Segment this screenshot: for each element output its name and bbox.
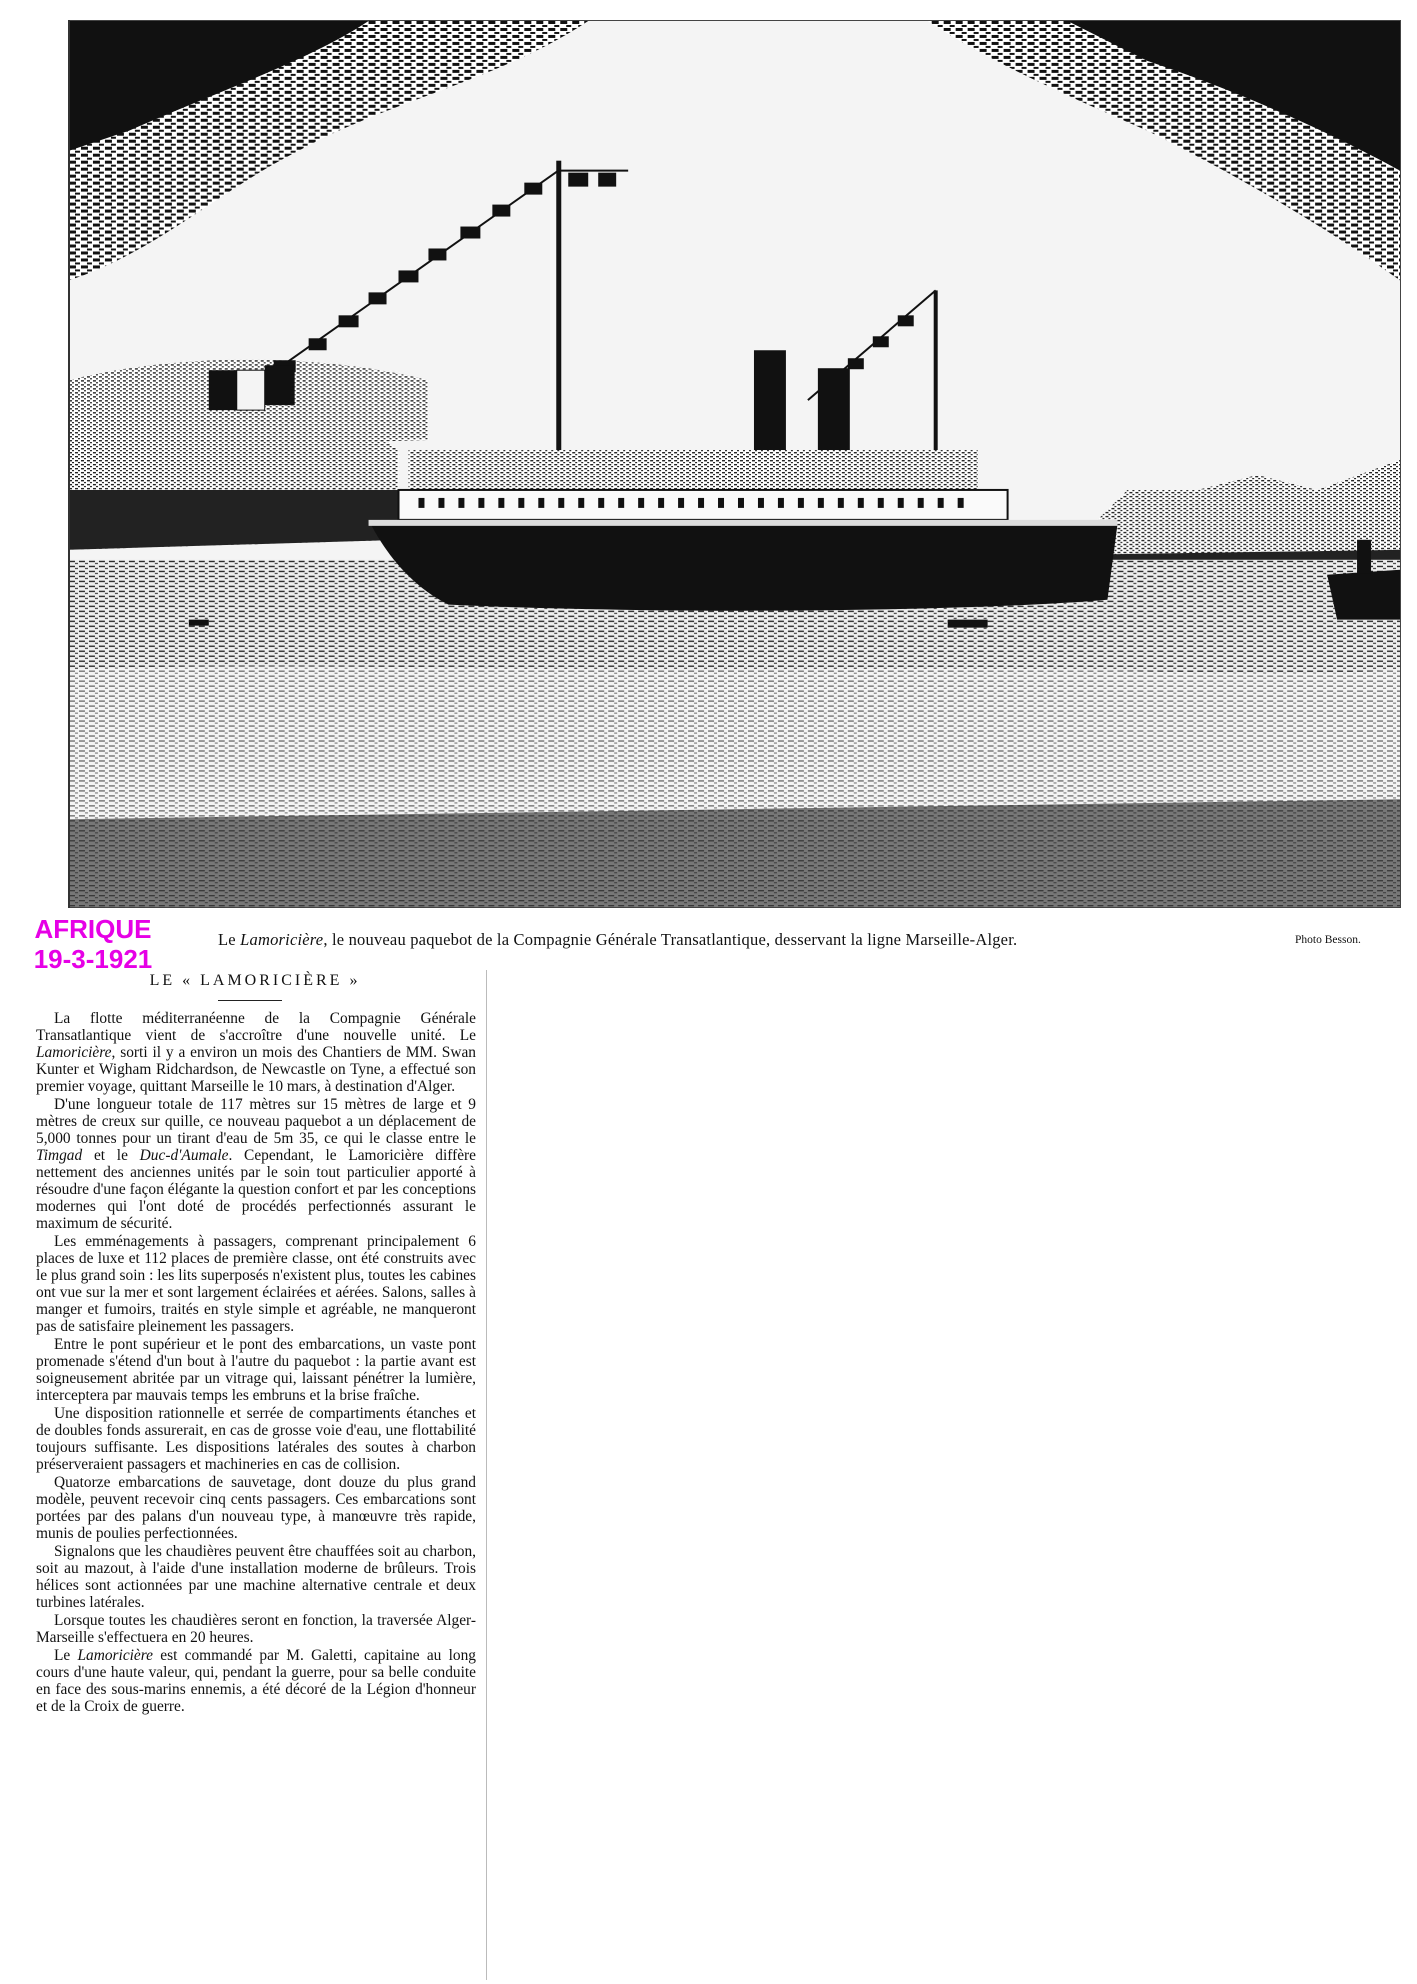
caption-rest: , le nouveau paquebot de la Compagnie Générale Transatlantique, desservant la ligne Marseille-Alger.: [323, 930, 1018, 949]
p1-text-b: , sorti il y a environ un mois des Chantiers de MM. Swan Kunter et Wigham Ridchardson, de Newcastle on Tyne, a effectué son premier voyage, quittant Marseille le 10 mars, à destination d'Alger.: [36, 1044, 476, 1095]
paragraph-1: [36, 1010, 476, 1095]
p2-text-b: et le: [82, 1147, 140, 1164]
ship-photograph: [68, 20, 1401, 908]
p2-text-c: . Cependant, le Lamoricière diffère nettement des anciennes unités par le soin tout particulier apporté à résoudre d'une façon élégante la question confort et par les conceptions modernes qui l'ont doté de procédés perfectionnés assurant le maximum de sécurité.: [36, 1147, 477, 1232]
caption-ship-name: Lamoricière: [240, 930, 324, 949]
column-rule: [486, 970, 487, 1980]
p2-timgad: Timgad: [36, 1147, 83, 1164]
paragraph-2: [36, 1096, 476, 1232]
paragraph-7: Signalons que les chaudières peuvent être chauffées soit au charbon, soit au mazout, à l'aide d'une installation moderne de brûleurs. Trois hélices sont actionnées par une machine alternative centrale et deux turbines latérales.: [36, 1543, 476, 1611]
headline-rule: [218, 1000, 282, 1001]
p9-ship-name: Lamoricière: [77, 1647, 154, 1664]
article-body: [36, 1010, 476, 1715]
paragraph-5: Une disposition rationnelle et serrée de compartiments étanches et de doubles fonds assurerait, en cas de grosse voie d'eau, une flottabilité toujours suffisante. Les dispositions latérales des soutes à charbon préserveraient passagers et machineries en cas de collision.: [36, 1405, 476, 1473]
p2-text-a: D'une longueur totale de 117 mètres sur 15 mètres de large et 9 mètres de creux sur quille, ce nouveau paquebot a un déplacement de 5,000 tonnes pour un tirant d'eau de 5m 35, ce qui le classe entre le: [36, 1096, 476, 1147]
p2-duc-daumale: Duc-d'Aumale: [139, 1147, 229, 1164]
paragraph-6: Quatorze embarcations de sauvetage, dont douze du plus grand modèle, peuvent recevoir cinq cents passagers. Ces embarcations sont portées par des palans d'un nouveau type, à manœuvre très rapide, munis de poulies perfectionnées.: [36, 1474, 476, 1542]
paragraph-4: Entre le pont supérieur et le pont des embarcations, un vaste pont promenade s'étend d'un bout à l'autre du paquebot : la partie avant est soigneusement abritée par un vitrage qui, laissant pénétrer la lumière, interceptera par mauvais temps les embruns et la brise fraîche.: [36, 1336, 476, 1404]
paragraph-8: Lorsque toutes les chaudières seront en fonction, la traversée Alger-Marseille s'effectuera en 20 heures.: [36, 1612, 476, 1646]
photo-caption: [218, 930, 1017, 950]
paragraph-3: Les emménagements à passagers, comprenant principalement 6 places de luxe et 112 places de première classe, ont été construits avec le plus grand soin : les lits superposés n'existent plus, toutes les cabines ont vue sur la mer et sont largement éclairées et aérées. Salons, salles à manger et fumoirs, traités en style simple et agréable, ne manqueront pas de satisfaire pleinement les passagers.: [36, 1233, 476, 1335]
p9-text-a: Le: [54, 1647, 78, 1664]
paragraph-9: [36, 1647, 476, 1715]
caption-prefix: Le: [218, 930, 241, 949]
article-headline: LE « LAMORICIÈRE »: [149, 972, 361, 989]
p1-text-a: La flotte méditerranéenne de la Compagnie Générale Transatlantique vient de s'accroître d'une nouvelle unité. Le: [36, 1010, 476, 1044]
p1-ship-name: Lamoricière: [36, 1044, 112, 1061]
photo-credit: Photo Besson.: [1295, 934, 1361, 946]
stamp-line-1: AFRIQUE: [34, 914, 152, 944]
ship-photograph-drawing: [69, 21, 1400, 907]
p9-text-b: est commandé par M. Galetti, capitaine au long cours d'une haute valeur, qui, pendant la guerre, pour sa belle conduite en face des sous-marins ennemis, a été décoré de la Légion d'honneur et de la Croix de guerre.: [36, 1647, 476, 1715]
archive-stamp: [30, 914, 156, 974]
stamp-line-2: 19-3-1921: [33, 944, 153, 974]
photo-border-left: [68, 20, 70, 908]
